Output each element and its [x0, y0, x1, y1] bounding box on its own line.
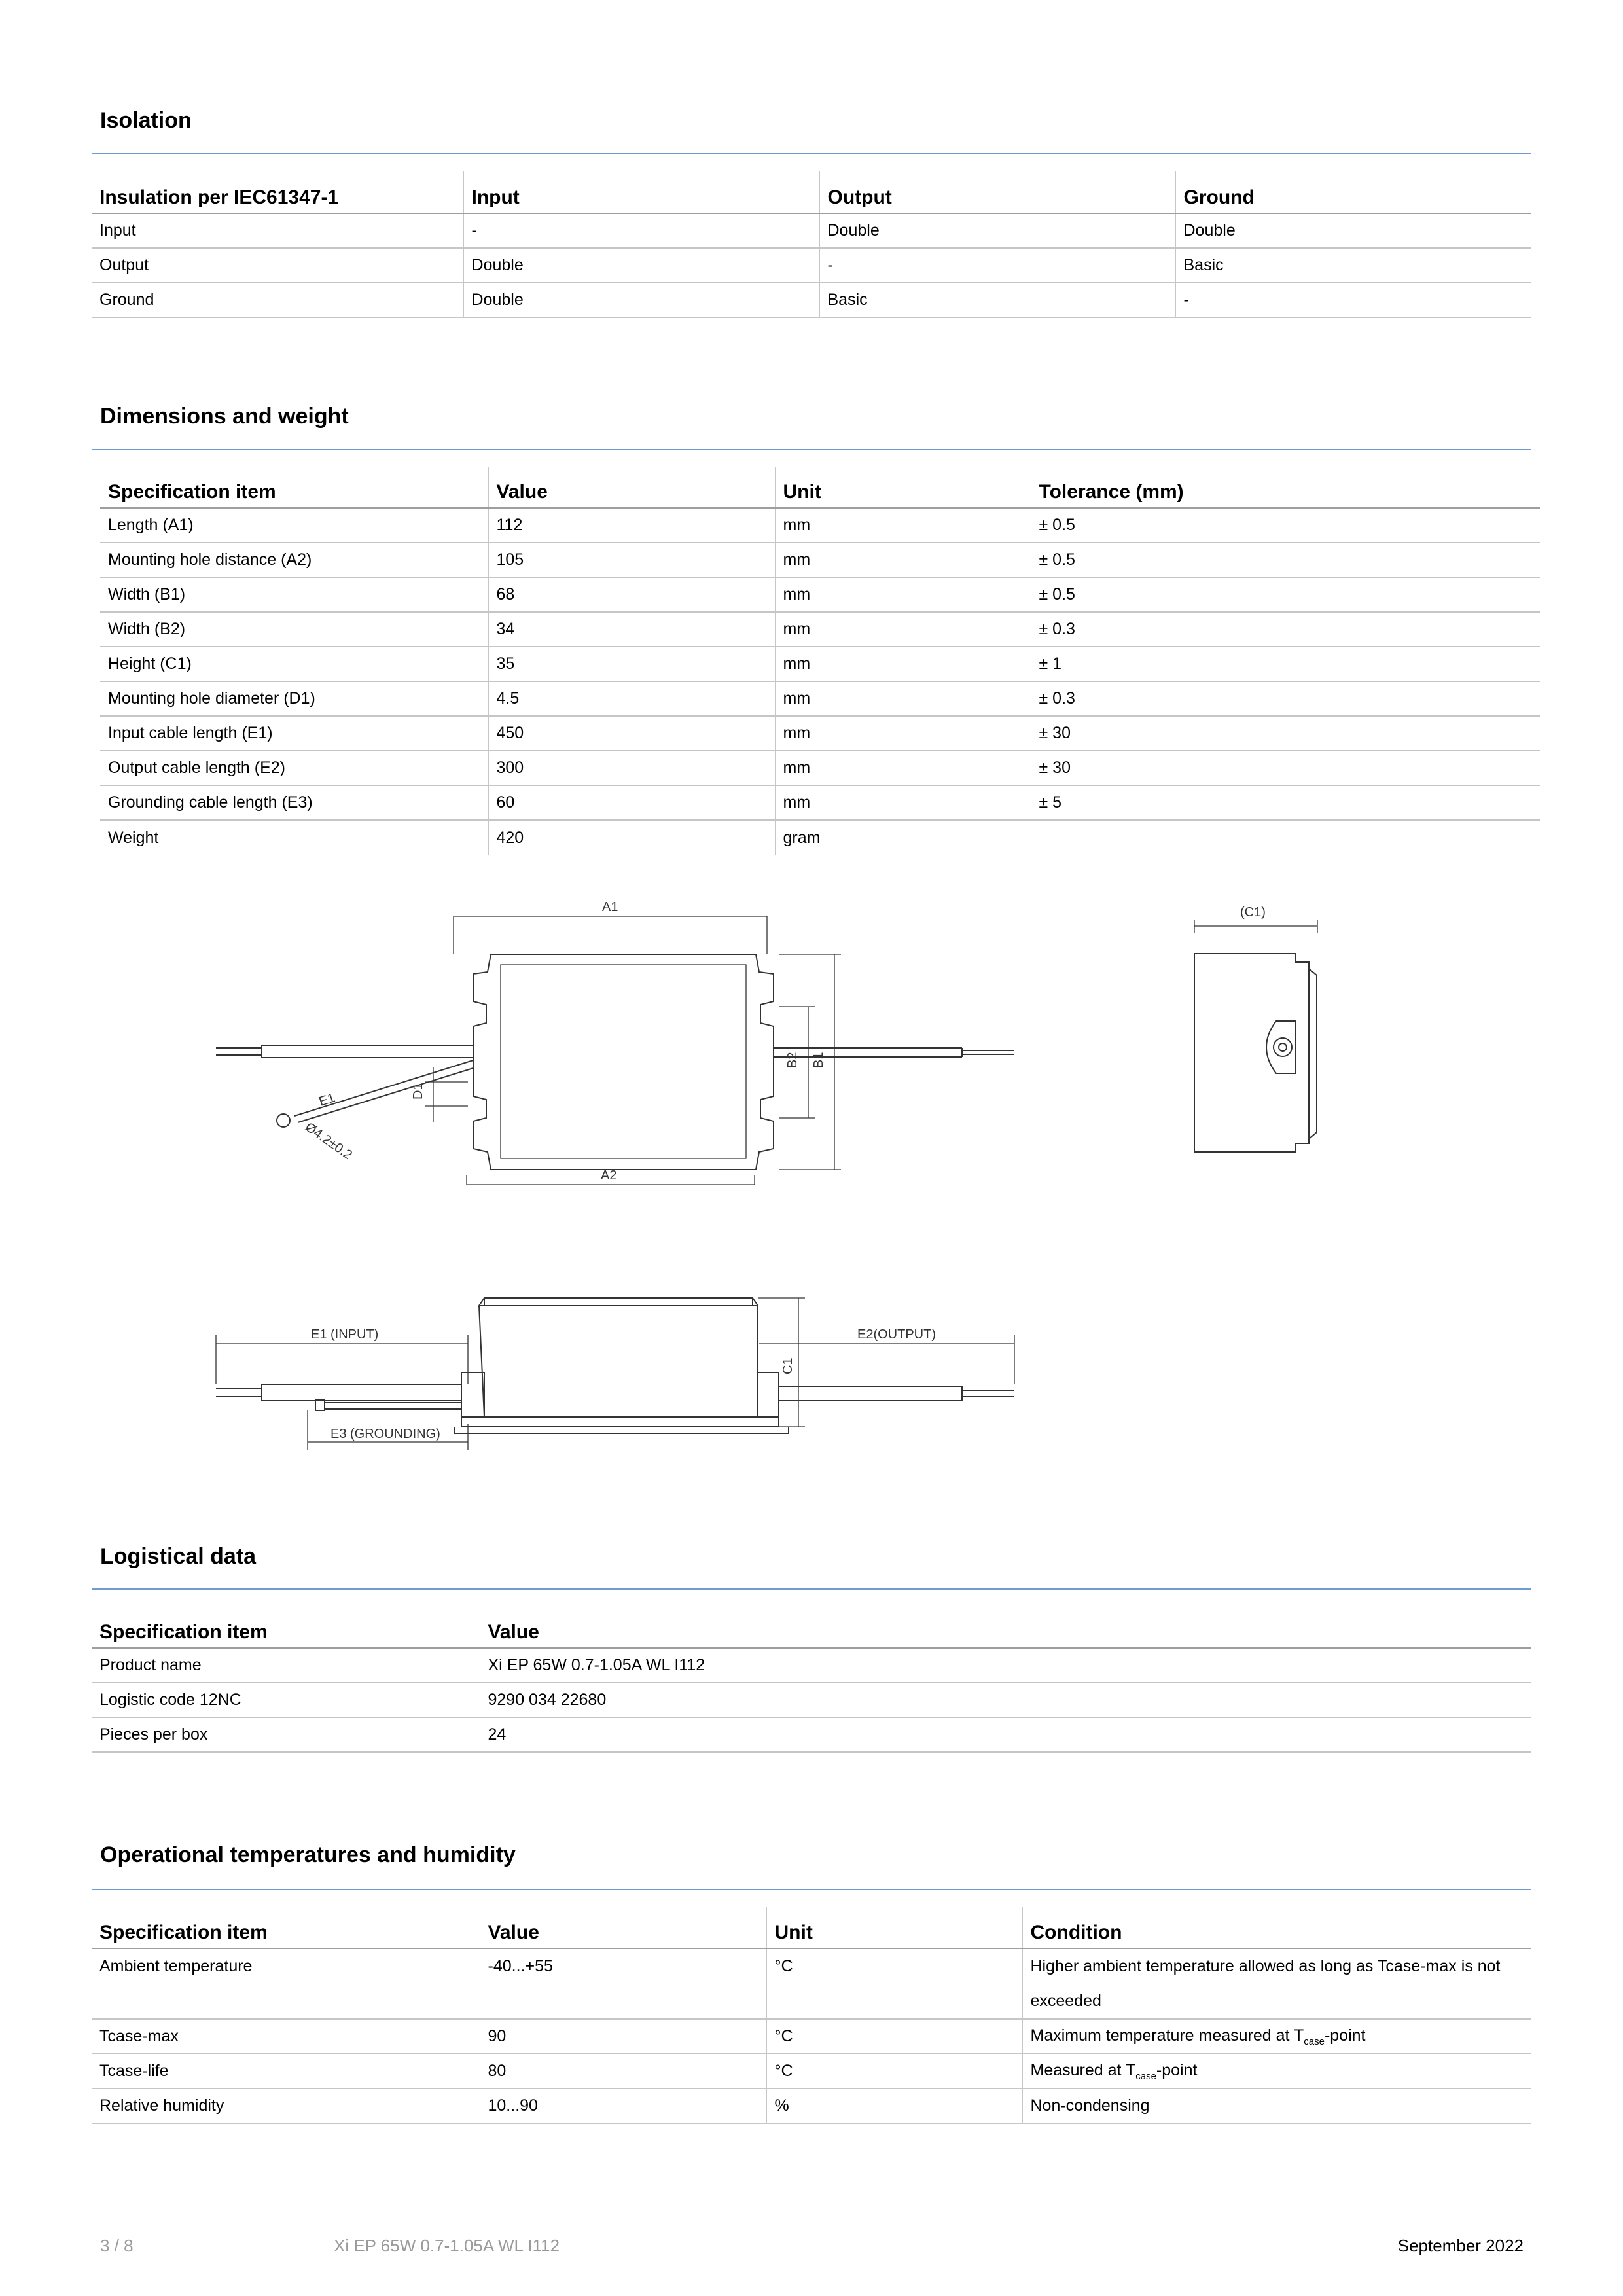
table-cell: 34: [488, 612, 775, 647]
table-row: [100, 543, 1540, 577]
table-row: [92, 248, 1531, 283]
dim-label-e1: E1: [317, 1090, 337, 1109]
table-cell: Basic: [819, 283, 1175, 317]
table-cell: gram: [775, 820, 1031, 855]
table-cell: -: [463, 213, 819, 248]
section-title-dimensions: Dimensions and weight: [100, 404, 349, 429]
table-cell: ± 0.5: [1031, 577, 1540, 612]
dim-label-b2: B2: [785, 1052, 800, 1068]
dim-label-e1-input: E1 (INPUT): [311, 1327, 379, 1342]
column-header: Specification item: [100, 467, 488, 508]
table-cell: Basic: [1175, 248, 1531, 283]
table-cell: °C: [766, 1948, 1022, 2019]
table-cell: Double: [463, 283, 819, 317]
table-cell: 68: [488, 577, 775, 612]
table-cell: mm: [775, 716, 1031, 751]
table-row: [100, 751, 1540, 785]
table-cell: -: [1175, 283, 1531, 317]
table-row: [100, 508, 1540, 543]
table-cell: Higher ambient temperature allowed as long as Tcase-max is not exceeded: [1022, 1948, 1531, 2019]
table-cell: ± 1: [1031, 647, 1540, 681]
cond-text: -point: [1324, 2026, 1366, 2045]
column-header: Unit: [775, 467, 1031, 508]
table-header-row: [92, 1907, 1531, 1948]
table-cell: Double: [819, 213, 1175, 248]
table-cell: [1022, 2019, 1531, 2054]
table-cell: ± 0.3: [1031, 681, 1540, 716]
table-cell: Pieces per box: [92, 1717, 480, 1752]
table-cell: Logistic code 12NC: [92, 1683, 480, 1717]
table-row: [92, 2054, 1531, 2089]
table-cell: ± 30: [1031, 716, 1540, 751]
table-cell: Double: [463, 248, 819, 283]
table-row: [100, 647, 1540, 681]
table-cell: Tcase-life: [92, 2054, 480, 2089]
table-cell: ± 0.5: [1031, 543, 1540, 577]
column-header: Input: [463, 171, 819, 213]
side-view-drawing: [1178, 897, 1335, 1158]
column-header: Output: [819, 171, 1175, 213]
table-cell: mm: [775, 508, 1031, 543]
table-row: [100, 577, 1540, 612]
dim-label-c1-paren: (C1): [1240, 905, 1266, 920]
table-cell: 80: [480, 2054, 766, 2089]
table-header-row: [100, 467, 1540, 508]
table-cell: mm: [775, 612, 1031, 647]
table-row: [92, 1717, 1531, 1752]
column-header: Value: [480, 1607, 1531, 1648]
table-cell: [1022, 2054, 1531, 2089]
table-cell: Input: [92, 213, 463, 248]
table-cell: 420: [488, 820, 775, 855]
table-cell: Non-condensing: [1022, 2089, 1531, 2123]
table-header-row: [92, 1607, 1531, 1648]
column-header: Specification item: [92, 1907, 480, 1948]
column-header: Specification item: [92, 1607, 480, 1648]
footer-date: September 2022: [1397, 2236, 1524, 2255]
dim-label-e2-output: E2(OUTPUT): [857, 1327, 936, 1342]
cond-text: Maximum temperature measured at T: [1030, 2026, 1304, 2045]
table-row: [92, 213, 1531, 248]
table-row: [92, 1683, 1531, 1717]
dim-label-e3-grounding: E3 (GROUNDING): [330, 1427, 440, 1441]
table-cell: Double: [1175, 213, 1531, 248]
section-title-isolation: Isolation: [100, 108, 192, 133]
isolation-table: [92, 171, 1531, 318]
column-header: Tolerance (mm): [1031, 467, 1540, 508]
column-header: Unit: [766, 1907, 1022, 1948]
table-cell: mm: [775, 543, 1031, 577]
table-cell: Width (B2): [100, 612, 488, 647]
top-view-drawing: [203, 897, 1054, 1198]
table-row: [92, 2019, 1531, 2054]
table-cell: Grounding cable length (E3): [100, 785, 488, 820]
table-row: [100, 716, 1540, 751]
operational-table: [92, 1907, 1531, 2124]
table-cell: -: [819, 248, 1175, 283]
table-row: [92, 2089, 1531, 2123]
table-cell: Relative humidity: [92, 2089, 480, 2123]
table-cell: mm: [775, 577, 1031, 612]
dimensions-table: [100, 467, 1540, 855]
table-cell: Tcase-max: [92, 2019, 480, 2054]
table-cell: Length (A1): [100, 508, 488, 543]
table-cell: 450: [488, 716, 775, 751]
table-cell: °C: [766, 2019, 1022, 2054]
table-row: [100, 785, 1540, 820]
table-cell: %: [766, 2089, 1022, 2123]
table-cell: 90: [480, 2019, 766, 2054]
table-cell: mm: [775, 785, 1031, 820]
table-cell: ± 30: [1031, 751, 1540, 785]
table-cell: Mounting hole distance (A2): [100, 543, 488, 577]
table-cell: ± 5: [1031, 785, 1540, 820]
column-header: Insulation per IEC61347-1: [92, 171, 463, 213]
section-rule: [92, 449, 1531, 450]
logistical-table: [92, 1607, 1531, 1753]
table-cell: Input cable length (E1): [100, 716, 488, 751]
dim-label-b1: B1: [812, 1052, 826, 1068]
table-cell: 112: [488, 508, 775, 543]
table-cell: Mounting hole diameter (D1): [100, 681, 488, 716]
table-cell: 105: [488, 543, 775, 577]
table-cell: 60: [488, 785, 775, 820]
table-cell: °C: [766, 2054, 1022, 2089]
table-cell: mm: [775, 681, 1031, 716]
table-cell: Product name: [92, 1648, 480, 1683]
table-cell: 24: [480, 1717, 1531, 1752]
table-cell: Ambient temperature: [92, 1948, 480, 2019]
table-row: [92, 1648, 1531, 1683]
table-cell: Output cable length (E2): [100, 751, 488, 785]
footer-product-name: Xi EP 65W 0.7-1.05A WL I112: [334, 2236, 560, 2255]
table-cell: 300: [488, 751, 775, 785]
cond-subscript: case: [1135, 2070, 1156, 2082]
table-cell: Xi EP 65W 0.7-1.05A WL I112: [480, 1648, 1531, 1683]
section-title-operational: Operational temperatures and humidity: [100, 1842, 516, 1867]
table-cell: ± 0.5: [1031, 508, 1540, 543]
table-row: [100, 681, 1540, 716]
page-number: 3 / 8: [100, 2236, 134, 2255]
table-cell: mm: [775, 647, 1031, 681]
section-rule: [92, 153, 1531, 154]
table-cell: ± 0.3: [1031, 612, 1540, 647]
column-header: Condition: [1022, 1907, 1531, 1948]
column-header: Value: [480, 1907, 766, 1948]
table-header-row: [92, 171, 1531, 213]
table-cell: 4.5: [488, 681, 775, 716]
table-cell: Output: [92, 248, 463, 283]
table-cell: 10...90: [480, 2089, 766, 2123]
table-cell: -40...+55: [480, 1948, 766, 2019]
column-header: Value: [488, 467, 775, 508]
dim-label-c1: C1: [781, 1357, 795, 1374]
table-cell: [1031, 820, 1540, 855]
table-row: [100, 612, 1540, 647]
table-cell: Width (B1): [100, 577, 488, 612]
table-row: [92, 283, 1531, 317]
table-cell: Ground: [92, 283, 463, 317]
cond-text: -point: [1156, 2060, 1198, 2079]
dim-label-hole: Ø4.2±0.2: [302, 1120, 355, 1163]
table-row: [92, 1948, 1531, 2019]
table-cell: 35: [488, 647, 775, 681]
table-cell: 9290 034 22680: [480, 1683, 1531, 1717]
table-row: [100, 820, 1540, 855]
dim-label-a2: A2: [601, 1168, 617, 1183]
table-cell: mm: [775, 751, 1031, 785]
section-rule: [92, 1889, 1531, 1890]
table-cell: Height (C1): [100, 647, 488, 681]
dim-label-d1: D1: [411, 1083, 425, 1100]
section-rule: [92, 1588, 1531, 1590]
cond-text: Measured at T: [1030, 2060, 1136, 2079]
dim-label-a1: A1: [602, 900, 618, 914]
column-header: Ground: [1175, 171, 1531, 213]
cond-subscript: case: [1304, 2036, 1325, 2047]
table-cell: Weight: [108, 828, 159, 847]
section-title-logistical: Logistical data: [100, 1544, 257, 1569]
front-view-drawing: [203, 1293, 1054, 1463]
